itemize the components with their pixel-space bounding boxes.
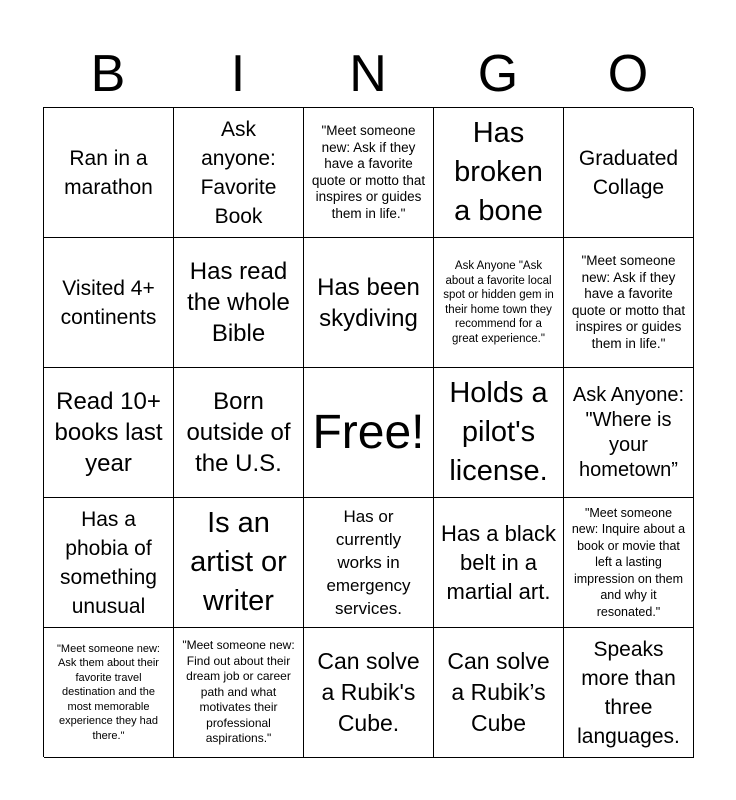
bingo-square[interactable]: [304, 628, 434, 758]
bingo-square-free[interactable]: [304, 368, 434, 498]
bingo-square-text: Is an artist or writer: [190, 507, 287, 617]
bingo-square-text: Born outside of the U.S.: [186, 388, 291, 477]
bingo-square[interactable]: [44, 498, 174, 628]
bingo-square[interactable]: [44, 628, 174, 758]
bingo-square-text: "Meet someone new: Ask if they have a favorite quote or motto that inspires or guides them in life.": [571, 253, 686, 351]
bingo-square[interactable]: [434, 628, 564, 758]
header-letter-g: G: [477, 45, 519, 103]
bingo-square-text: Ask anyone: Favorite Book: [200, 117, 277, 228]
bingo-square-text: Has a phobia of something unusual: [60, 507, 157, 618]
bingo-square[interactable]: [304, 498, 434, 628]
bingo-header: [43, 40, 693, 108]
bingo-square[interactable]: [304, 108, 434, 238]
bingo-square[interactable]: [304, 238, 434, 368]
header-letter-o: O: [607, 45, 649, 103]
bingo-square[interactable]: [564, 108, 694, 238]
bingo-square-text: "Meet someone new: Find out about their dream job or career path and what motivates their professional aspirations.": [182, 638, 295, 746]
free-space-text: Free!: [312, 405, 425, 459]
header-letter-b: B: [90, 45, 126, 103]
bingo-square-text: Ran in a marathon: [64, 146, 153, 199]
bingo-square[interactable]: [564, 628, 694, 758]
bingo-square-text: "Meet someone new: Inquire about a book or movie that left a lasting impression on them and why it resonated.": [571, 505, 686, 619]
bingo-square-text: Ask Anyone: "Where is your hometown”: [572, 383, 685, 481]
header-letter-i: I: [230, 45, 246, 103]
bingo-square[interactable]: [44, 108, 174, 238]
bingo-square-text: Visited 4+ continents: [60, 276, 157, 329]
bingo-square[interactable]: [564, 498, 694, 628]
header-letter-n: N: [349, 45, 387, 103]
bingo-square-text: Speaks more than three languages.: [577, 637, 680, 748]
bingo-square[interactable]: [174, 238, 304, 368]
bingo-square[interactable]: [434, 108, 564, 238]
bingo-square[interactable]: [434, 368, 564, 498]
bingo-square-text: Graduated Collage: [578, 146, 679, 199]
bingo-square[interactable]: [174, 108, 304, 238]
bingo-square[interactable]: [434, 238, 564, 368]
bingo-square[interactable]: [564, 238, 694, 368]
bingo-square[interactable]: [434, 498, 564, 628]
bingo-square-text: "Meet someone new: Ask if they have a favorite quote or motto that inspires or guides them in life.": [311, 123, 426, 221]
bingo-square-text: Has read the whole Bible: [187, 258, 290, 347]
bingo-square-text: Has or currently works in emergency services.: [326, 507, 411, 618]
bingo-square[interactable]: [174, 368, 304, 498]
bingo-square-text: Has broken a bone: [454, 117, 543, 227]
bingo-square[interactable]: [44, 368, 174, 498]
bingo-square-text: Ask Anyone "Ask about a favorite local spot or hidden gem in their home town they recommend for a great experience.": [443, 260, 554, 345]
bingo-square[interactable]: [564, 368, 694, 498]
bingo-square-text: Holds a pilot's license.: [449, 377, 548, 487]
bingo-square-text: Read 10+ books last year: [54, 388, 163, 477]
bingo-square-text: Has a black belt in a martial art.: [441, 521, 556, 604]
bingo-square-text: Can solve a Rubik's Cube.: [317, 648, 420, 736]
bingo-square[interactable]: [174, 628, 304, 758]
bingo-square[interactable]: [174, 498, 304, 628]
bingo-square-text: Has been skydiving: [317, 273, 420, 332]
bingo-card-grid: [43, 107, 693, 757]
bingo-square-text: "Meet someone new: Ask them about their favorite travel destination and the most memorable experience they had there.": [57, 642, 160, 742]
bingo-square-text: Can solve a Rubik’s Cube: [447, 648, 550, 736]
bingo-square[interactable]: [44, 238, 174, 368]
